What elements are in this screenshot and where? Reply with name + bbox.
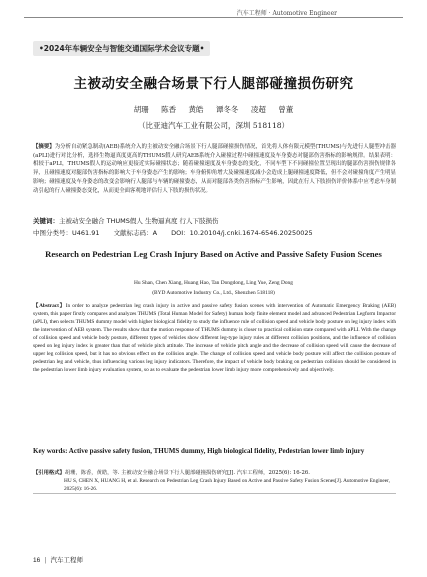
abstract-en-text: In order to analyze pedestrian leg crash injury in active and passive safety fusion scenes with intervention of Automatic Emergency Braking (AEB) system, this paper firstly compares and analyzes THUMS (Total Human Model for Safety) human body finite element model and advanced Pedestrian Legform Impactor (aPLI), then selects THUMS dummy model with higher biological fidelity to study the influence rule of collision speed and vehicle body posture on leg injury index with the intervention of AEB system. The results show that the motion response of THUMS dummy is closer to practical collision state compared with aPLI. With the change of collision speed and vehicle body posture, different types of vehicles show different leg-type injury rules at different collision positions, and the influence of collision speed on leg injury index is greater than that of vehicle pitch attitude. The increase of vehicle pitch angle and the decrease of collision speed will cause the decrease of upper leg collision speed, but it has no obvious effect on the collision angle. The change of collision speed and vehicle body posture will affect the collision posture of pedestrian leg and vehicle, thus influencing various leg injury indicators. Therefore, the impact of vehicle body braking on pedestrian collision should be considered in the pedestrian lower limb injury evaluation system, so as to evaluate the pedestrian lower limb injury more comprehensively and objectively. (33, 303, 397, 374)
footer-separator: | (44, 556, 47, 564)
citation-cn: 胡珊，陈香，黄皓，等. 主被动安全融合场景下行人腿部碰撞损伤研究[J]. 汽车工程师，2025(6): 16-26. (64, 470, 310, 476)
running-header (24, 6, 403, 34)
keywords-en (33, 447, 396, 456)
keywords-cn-text: 主被动安全融合 THUMS假人 生物逼真度 行人下肢损伤 (59, 217, 219, 225)
citation (33, 469, 396, 494)
authors-en: Hu Shan, Chen Xiang, Huang Hao, Tan Dongdong, Ling Yue, Zeng Dong (134, 280, 293, 286)
affiliation-en: (BYD Automotive Industry Co., Ltd., Shenzhen 518118) (152, 290, 275, 296)
clc-number: 中图分类号：U461.91 (33, 229, 100, 237)
abstract-cn (33, 143, 396, 195)
keywords-en-text: Active passive safety fusion, THUMS dummy, High biological fidelity, Pedestrian lower limb injury (68, 447, 365, 455)
classification (33, 228, 396, 237)
keywords-cn-label: 关键词： (33, 217, 59, 225)
title-en: Research on Pedestrian Leg Crash Injury Based on Active and Passive Safety Fusion Scenes (45, 249, 382, 259)
document-code: 文献标志码：A (113, 229, 158, 237)
header-rule (24, 17, 403, 18)
issue-tag: •2024年车辆安全与智能交通国际学术会议专题• (33, 41, 210, 56)
abstract-en (33, 302, 396, 374)
affiliation: （比亚迪汽车工业有限公司，深圳 518118） (137, 121, 289, 130)
doi: DOI：10.20104/j.cnki.1674-6546.20250025 (171, 229, 313, 237)
footer-journal: 汽车工程师 (50, 556, 83, 564)
abstract-cn-text: 为分析自动紧急制动(AEB)系统介入的主被动安全融合场景下行人腿部碰撞损伤情况，首先将人体有限元模型(THUMS)与先进行人腿型冲击器(aPLI)进行对比分析，选择生物逼真度更高的THUMS假人研究AEB系统介入碰撞过程中碰撞速度及车身姿态对腿部伤害指标的影响规律。结果表明：相较于aPLI，THUMS假人的运动响应更接近实际碰撞状态；随着碰撞速度及车身姿态的变化，不同车型下不同碰撞位置呈现出的腿部伤害损伤规律各异，且碰撞速度对腿部伤害指标的影响大于车身姿态产生的影响；车身俯仰角增大及碰撞速度减小会造成上腿碰撞速度降低，但不会对碰撞角度产生明显影响；碰撞速度及车身姿态的改变会影响行人腿部与车辆的碰撞姿态，从而对腿部各类伤害指标产生影响，因此在行人下肢损伤评价体系中应考虑车身制动引起的行人碰撞姿态变化，从而更全面客观地评估行人下肢的损伤状况。 (33, 144, 396, 194)
abstract-cn-label: 【摘要】 (33, 144, 55, 150)
journal-header: 汽车工程师 · Automotive Engineer (236, 10, 337, 17)
citation-label: 【引用格式】 (33, 470, 65, 476)
page-title: 主被动安全融合场景下行人腿部碰撞损伤研究 (73, 76, 354, 92)
page-footer (33, 555, 83, 564)
authors: 胡珊 陈香 黄皓 谭冬冬 凌超 曾董 (133, 105, 294, 114)
citation-rule (33, 493, 396, 494)
abstract-en-label: 【Abstract】 (33, 303, 66, 309)
citation-en: HU S, CHEN X, HUANG H, et al. Research on Pedestrian Leg Crash Injury Based on Active and Passive Safety Fusion Scenes[J]. Automotive Engineer, 2025(6): 16-26. (64, 478, 390, 493)
keywords-cn (33, 216, 396, 225)
page-number: 16 (33, 557, 41, 564)
keywords-en-label: Key words: (33, 447, 69, 455)
